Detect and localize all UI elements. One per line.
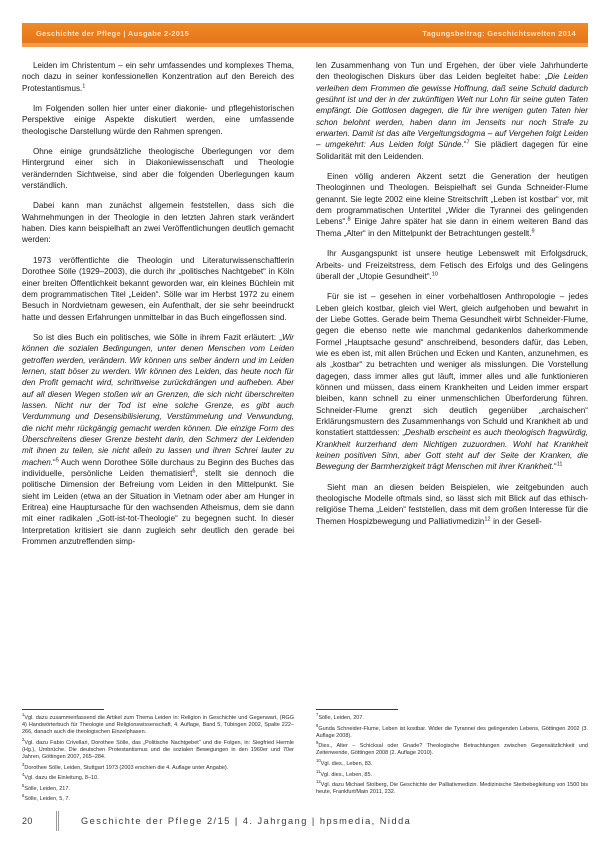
paragraph-schneider-flume <box>316 171 588 239</box>
footnote-text: Vgl. dies., Leben, 83. <box>320 760 373 767</box>
footnote-ref[interactable]: 9 <box>531 228 535 235</box>
footnote-item <box>22 761 294 772</box>
footnote-number: 1 <box>22 712 25 718</box>
quote-open-mark: „ <box>279 332 282 342</box>
footnote-text: Sölle, Leiden, 5, 7. <box>24 796 70 803</box>
paragraph-text: Sieht man an diesen beiden Beispielen, wie zeitgebunden auch theologische Modelle oftmals sind, so lässt sich mit Blick auf das ethisch-religiöse Thema „Leiden“ feststellen, dass mit dem großen Interesse für die Themen Hospizbewegung und Palliativmedizin <box>316 482 588 526</box>
header-section-title: Tagungsbeitrag: Geschichtswelten 2014 <box>422 28 576 38</box>
footer-rule-2 <box>58 811 59 831</box>
paragraph-text: 1973 veröffentlichte die Theologin und Literaturwissenschaftlerin Dorothee Sölle (1929–2003), die durch ihr „politisches Nachtgebet“ in Köln einer breiten Öffentlichkeit bekannt geworden war, ein kleines Büchlein mit dem programmatischen Titel „Leiden“. Sölle war im Herbst 1972 zu einem Besuch in Nordvietnam gewesen, ein Aufenthalt, der sie sehr beeindruckt hatte und dessen Erfahrungen unmittelbar in das Buch eingeflossen sind. <box>22 255 294 322</box>
quote-open-mark: „ <box>544 72 548 82</box>
footnote-number: 9 <box>316 740 319 746</box>
footnote-item <box>22 793 294 803</box>
footnote-text: Dorothee Sölle, Leiden, Stuttgart 1973 (2003 erschien die 4. Auflage unter Angabe). <box>24 764 229 771</box>
paragraph-text: Ihr Ausgangspunkt ist unsere heutige Lebenswelt mit Erfolgsdruck, Arbeits- und Freizeitstress, dem Fetisch des Erfolgs und des Gelingens überall der „Utopie Gesundheit“. <box>316 249 588 281</box>
quote-lead-text: len Zusammenhang von Tun und Ergehen, der über viele Jahrhunderte den theologischen Diskurs über das Leiden begleitet habe: <box>316 61 588 82</box>
footnote-item <box>22 782 294 793</box>
footnote-item <box>316 712 588 722</box>
footnote-ref[interactable]: 10 <box>431 271 439 278</box>
paragraph-text: Leiden im Christentum – ein sehr umfassendes und komplexes Thema, noch dazu in seiner konfessionellen Konzentration auf den Bereich des Protestantismus. <box>22 61 294 93</box>
quote-lead-text: So ist dies Buch ein politisches, wie Sölle in ihrem Fazit erläutert: <box>33 332 280 342</box>
blockquote-text: Deshalb erscheint es auch theologisch fragwürdig, Krankheit kurzerhand dem Nichtigen zuzuordnen. Wohl hat Krankheit keinen positiven Sinn, aber Gott steht auf der Seite der Kranken, die Bewegung der Barmherzigkeit trägt Menschen mit ihrer Krankheit. <box>316 428 588 472</box>
footnote-text: Sölle, Leiden, 207. <box>318 715 364 721</box>
footnote-number: 4 <box>22 772 25 778</box>
paragraph-quote-vergeltungsdogma <box>316 60 588 162</box>
paragraph-text: Ohne einige grundsätzliche theologische Überlegungen vor dem Hintergrund einer sich in Diakoniewissenschaft und Theologie verändernden Sichtweise, sind aber die folgenden Überlegungen kaum verständlich. <box>22 147 294 191</box>
paragraph-text: Dabei kann man zunächst allgemein feststellen, dass sich die Wahrnehmungen in der Theologie in den letzten Jahren stark verändert haben. Dies kann beispielhaft an zwei Veröffentlichungen deutlich gemacht werden: <box>22 201 294 245</box>
paragraph-hospizbewegung <box>316 482 588 527</box>
footnote-separator-rule <box>22 709 104 710</box>
page-footer <box>22 811 588 831</box>
footnote-item <box>316 779 588 796</box>
footnote-text: Vgl. dazu Michael Stolberg, Die Geschichte der Palliativmedizin. Medizinische Sterbebegleitung von 1500 bis heute, Frankfurt/Main 2011, 232. <box>316 782 588 796</box>
paragraph-anthropologie <box>316 291 588 473</box>
footnote-text: Gunda Schneider-Flume, Leben ist kostbar. Wider die Tyrannei des gelingenden Lebens, Göttingen 2002 (3. Auflage 2008). <box>316 725 588 739</box>
footnote-number: 5 <box>22 782 25 788</box>
paragraph-text: Für sie ist – gesehen in einer vorbehaltlosen Anthropologie – jedes Leben gleich kostbar, gleich viel Wert, gleich aufgehoben und bewahrt in der Liebe Gottes. Gerade beim Thema Gesundheit wirbt Schneider-Flume, gegen die ebenso nette wie manchmal gedankenlos daherkommende Formel „Hauptsache gesund“ anschreibend, besonders dafür, das Leben, wie es eben ist, mit allen Brüchen und Ecken und Kanten, anzunehmen, es als „kostbar“ zu betrachten und weniger als misslungen. Die Vorstellung dagegen, dass immer alles gut läuft, immer alles und alle funktionieren können und müssen, dass einem Krankheiten und Leiden immer erspart bleiben, kann schnell zu einer unmenschlichen Überforderung führen. Schneider-Flume grenzt sich deutlich gegenüber „archaischen“ Erklärungsmustern des Zusammenhangs von Schuld und Krankheit ab und konstatiert stattdessen: <box>316 292 588 438</box>
footnote-item <box>316 768 588 779</box>
footnote-item <box>316 758 588 768</box>
footnote-number: 3 <box>22 761 25 767</box>
quote-close-mark: “ <box>53 457 56 467</box>
footnotes-right <box>316 709 588 800</box>
footnote-number: 11 <box>316 768 321 774</box>
footnote-ref[interactable]: 11 <box>556 461 563 468</box>
footnote-number: 12 <box>316 779 321 785</box>
paragraph-text: Im Folgenden sollen hier unter einer diakonie- und pflegehistorischen Perspektive einige Aspekte diskutiert werden, eine umfassende theologische Darstellung würde den Rahmen sprengen. <box>22 104 294 136</box>
paragraph-text-tail: Einige Jahre später hat sie dann in einem weiteren Band das Thema „Alter“ in den Mittelpunkt der Betrachtungen gestellt. <box>316 217 588 238</box>
blockquote-text: Wir können die sozialen Bedingungen, unter denen Menschen vom Leiden getroffen werden, verändern. Wir können uns selber ändern und im Leiden lernen, statt böser zu werden. Wir können des Leiden, das heute noch für den Profit gemacht wird, schrittweise zurückdrängen und aufheben. Aber auf all diesen Wegen stoßen wir an Grenzen, die sich nicht überschreiten lassen. Nicht nur der Tod ist eine solche Grenze, es gibt auch Verdummung und Desensibilisierung, Verstümmelung und Verwundung, die nicht mehr rückgängig gemacht werden können. Die einzige Form des Überschreitens dieser Grenze besteht darin, den Schmerz der Leidenden mit ihnen zu teilen, sie nicht allein zu lassen und ihren Schrei lauter zu machen. <box>22 332 294 467</box>
footnote-ref[interactable]: 6 <box>192 468 196 475</box>
blockquote-text: Die Leiden verleihen dem Frommen die gewisse Hoffnung, daß seine Schuld dadurch gesühnt ist und der in der zukünftigen Welt nur Lohn für seine guten Taten empfängt. Die Gottlosen dagegen, die für ihre wenigen guten Taten hier schon belohnt werden, haben dann im Jenseits nur noch Strafe zu erwarten. Damit ist das alte Vergeltungsdogma – auf Vergehen folgt Leiden – umgekehrt: Aus Leiden folgt Sünde. <box>316 72 588 150</box>
footnote-text: Sölle, Leiden, 217. <box>24 785 70 792</box>
paragraph <box>22 146 294 191</box>
quote-close-mark: “ <box>463 140 467 150</box>
quote-open-mark: „ <box>402 428 406 438</box>
quote-close-mark: “ <box>554 462 557 472</box>
quote-tail-text: Sie plädiert dagegen für eine Solidarität mit den Leidenden. <box>316 140 588 161</box>
paragraph <box>22 103 294 137</box>
footnotes-left <box>22 709 294 807</box>
footnote-item <box>316 740 588 757</box>
paragraph <box>22 200 294 245</box>
footnote-ref[interactable]: 1 <box>82 83 86 89</box>
footer-rule-1 <box>56 811 57 831</box>
footnote-text: Vgl. dazu zusammenfassend die Artikel zum Thema Leiden in: Religion in Geschichte und Gegenwart, (RGG 4) Handwörterbuch für Theologie und Religionswissenschaft, 4. Auflage, Band 5, Tübingen 2002, Spalte 222–266, danach auch die theologischen Einzelphasen. <box>22 715 294 736</box>
article-columns <box>22 60 588 803</box>
footer-citation: Geschichte der Pflege 2/15 | 4. Jahrgang | hpsmedia, Nidda <box>81 816 412 826</box>
paragraph-text: Einen völlig anderen Akzent setzt die Generation der heutigen Theologinnen und Theologen. Beispielhaft sei Gunda Schneider-Flume genannt. Sie legte 2002 eine kleine Streitschrift „Leben ist kostbar“ vor, mit dem programmatischen Untertitel „Wider die Tyrannei des gelingenden Lebens“. <box>316 172 588 227</box>
footnote-number: 10 <box>316 758 321 764</box>
paragraph-quote-soelle <box>22 332 294 548</box>
paragraph <box>22 60 294 94</box>
footnote-text: Vgl. dies., Leben, 85. <box>320 771 373 778</box>
footnote-text: Vgl. dazu die Einleitung, 8–10. <box>24 775 99 782</box>
footnote-item <box>22 772 294 782</box>
footnote-separator-rule <box>316 709 398 710</box>
column-left <box>22 60 295 803</box>
paragraph-soelle <box>22 255 294 323</box>
page-number: 20 <box>22 816 33 826</box>
footnote-ref[interactable]: 8 <box>347 216 351 223</box>
column-right <box>316 60 588 796</box>
paragraph-text-tail: in der Gesell- <box>490 516 542 526</box>
paragraph-ausgangspunkt <box>316 248 588 282</box>
footnote-item <box>22 736 294 761</box>
page-header-banner <box>22 23 588 43</box>
header-publication-title: Geschichte der Pflege | Ausgabe 2-2015 <box>36 28 190 38</box>
footnote-number: 2 <box>22 736 25 742</box>
quote-tail-text: Auch wenn Dorothee Sölle durchaus zu Beginn des Buches das individuelle, persönliche Leiden thematisiert <box>22 457 294 478</box>
footnote-item <box>316 722 588 740</box>
footnote-number: 6 <box>22 793 25 799</box>
footnote-ref[interactable]: 5 <box>55 456 59 463</box>
quote-tail-text-2: , stellt sie dennoch die politische Dimension der Befreiung vom Leiden in den Mittelpunkt. Sie sieht im Leiden (etwa an der Situation in Vietnam oder aber am Hunger in Eritrea) eine Hauptursache für den wachsenden Atheismus, dem sie dann mit einer radikalen „Gott-ist-tot-Theologie“ zu begegnen sucht. In dieser Interpretation kritisiert sie dann zugleich sehr deutlich den gerade bei Frommen anzutreffenden simp- <box>22 469 295 547</box>
footnote-number: 7 <box>316 712 319 718</box>
footnote-ref[interactable]: 12 <box>484 516 491 523</box>
footnote-text: Dies., Alter – Schicksal oder Gnade? Theologische Betrachtungen zwischen Gegensätzlichkeit und Zeitenwende, Göttingen 2008 (2. Auflage 2010). <box>316 743 588 757</box>
footnote-number: 8 <box>316 722 319 728</box>
footnote-item <box>22 712 294 736</box>
footnote-ref[interactable]: 7 <box>466 139 470 146</box>
footnote-text: Vgl. dazu Fabio Crivellari, Dorothee Sölle, das „Politische Nachtgebet“ und die Folgen, in: Siegfried Hermle (Hg.), Umbrüche. Die deutschen Protestantismus und die sozialen Bewegungen in den 1960er und 70er Jahren, Göttingen 2007, 265–284. <box>22 739 294 760</box>
